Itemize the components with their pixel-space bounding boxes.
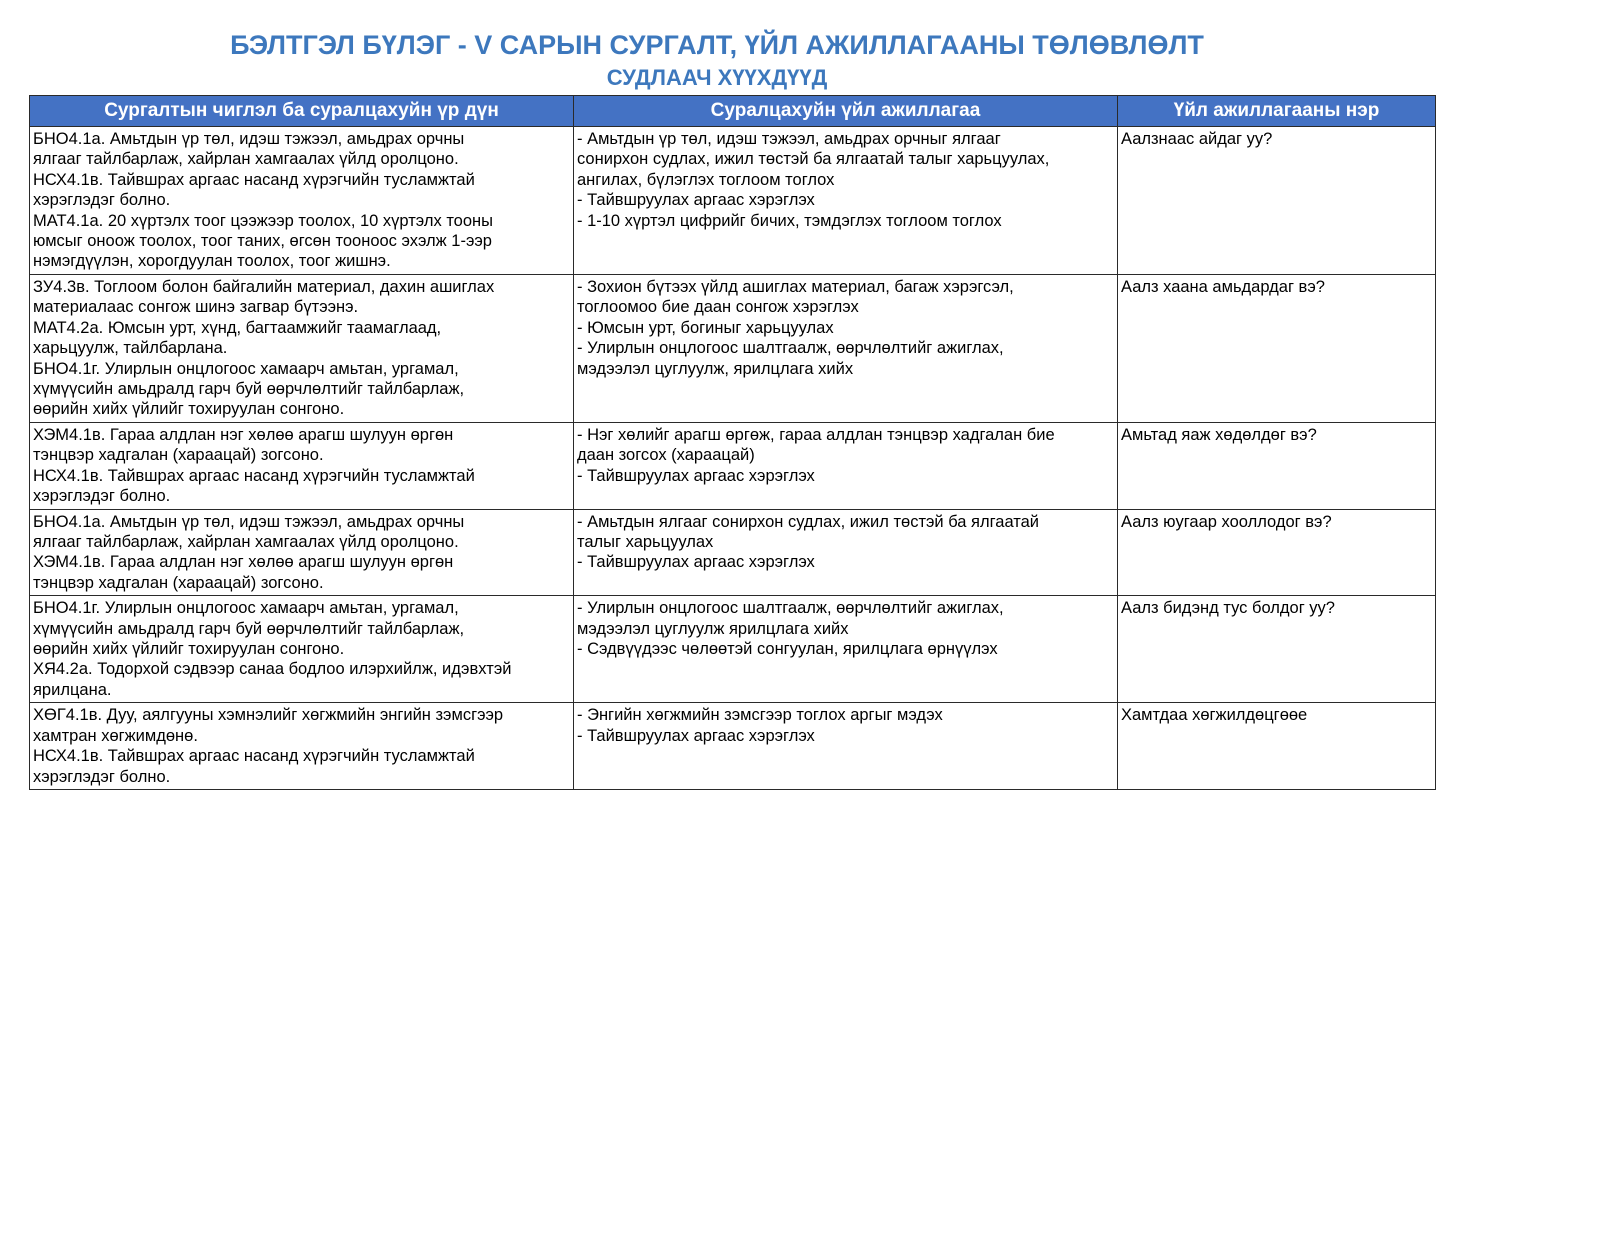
cell-text-line: сонирхон судлах, ижил төстэй ба ялгаатай талыг харьцуулах, [577,150,1050,169]
cell-text-line: хүмүүсийн амьдралд гарч буй өөрчлөлтийг тайлбарлаж, [33,619,465,638]
cell-text-line: Аалз хаана амьдардаг вэ? [1121,278,1325,296]
cell-text-line: НСХ4.1в. Тайвшрах аргаас насанд хүрэгчийн тусламжтай [33,170,475,189]
cell-text-line: материалаас сонгож шинэ загвар бүтээнэ. [33,298,359,317]
cell-text-line: НСХ4.1в. Тайвшрах аргаас насанд хүрэгчийн тусламжтай [33,466,475,485]
activity-name-cell [1118,596,1436,703]
table-row [30,703,1436,790]
outcomes-cell [30,423,574,510]
cell-text-line: хэрэглэдэг болно. [33,487,171,506]
cell-text-line: ялгааг тайлбарлаж, хайрлан хамгаалах үйлд оролцоно. [33,150,459,169]
activity-name-cell [1118,127,1436,275]
cell-text-line: ХЭМ4.1в. Гараа алдлан нэг хөлөө арагш шулуун өргөн [33,553,454,572]
cell-text-line: ХЯ4.2а. Тодорхой сэдвээр санаа бодлоо илэрхийлж, идэвхтэй [33,660,512,679]
page-subtitle: СУДЛААЧ ХҮҮХДҮҮД [606,65,828,90]
table-row [30,423,1436,510]
table-row [30,127,1436,275]
cell-text-line: - Юмсын урт, богиныг харьцуулах [577,318,834,337]
cell-text-line: БНО4.1а. Амьтдын үр төл, идэш тэжээл, амьдрах орчны [33,512,465,531]
cell-text-line: Хамтдаа хөгжилдөцгөөе [1121,706,1308,725]
cell-text-line: БНО4.1а. Амьтдын үр төл, идэш тэжээл, амьдрах орчны [33,130,465,148]
cell-text-line: - Тайвшруулах аргаас хэрэглэх [577,466,815,485]
cell-text-line: хэрэглэдэг болно. [33,767,171,786]
cell-text-line: - Улирлын онцлогоос шалтгаалж, өөрчлөлтийг ажиглах, [577,339,1004,358]
activity-name-cell [1118,509,1436,596]
cell-text-line: ЗУ4.3в. Тоглоом болон байгалийн материал, дахин ашиглах [33,278,495,296]
cell-text-line: мэдээлэл цуглуулж, ярилцлага хийх [577,359,854,378]
cell-text-line: - 1-10 хүртэл цифрийг бичих, тэмдэглэх тоглоом тоглох [577,211,1002,230]
outcomes-cell [30,127,574,275]
cell-text-line: ХӨГ4.1в. Дуу, аялгууны хэмнэлийг хөгжмийн энгийн зэмсгээр [33,706,504,725]
cell-text-line: БНО4.1г. Улирлын онцлогоос хамаарч амьтан, ургамал, [33,599,459,618]
cell-text-line: нэмэгдүүлэн, хорогдуулан тоолох, тоог жишнэ. [33,252,391,271]
cell-text-line: тоглоомоо бие даан сонгож хэрэглэх [577,298,859,317]
cell-text-line: тэнцвэр хадгалан (хараацай) зогсоно. [33,446,324,465]
cell-text-line: НСХ4.1в. Тайвшрах аргаас насанд хүрэгчийн тусламжтай [33,747,475,766]
cell-text-line: БНО4.1г. Улирлын онцлогоос хамаарч амьтан, ургамал, [33,359,459,378]
cell-text-line: хүмүүсийн амьдралд гарч буй өөрчлөлтийг тайлбарлаж, [33,380,465,399]
cell-text-line: МАТ4.1а. 20 хүртэлх тоог цээжээр тоолох, 10 хүртэлх тооны [33,211,494,230]
cell-text-line: талыг харьцуулах [577,533,714,552]
cell-text-line: ангилах, бүлэглэх тоглоом тоглох [577,170,835,189]
outcomes-cell [30,703,574,790]
activity-name-cell [1118,703,1436,790]
cell-text-line: хэрэглэдэг болно. [33,191,171,210]
cell-text-line: Аалзнаас айдаг уу? [1121,130,1273,148]
cell-text-line: хамтран хөгжимдөнө. [33,726,198,745]
cell-text-line: юмсыг оноож тоолох, тоог таних, өгсөн тооноос эхэлж 1-ээр [33,232,492,251]
activities-cell [574,423,1118,510]
cell-text-line: - Нэг хөлийг арагш өргөж, гараа алдлан тэнцвэр хадгалан бие [577,426,1055,444]
activities-cell [574,703,1118,790]
cell-text-line: Аалз бидэнд тус болдог уу? [1121,599,1335,618]
activities-cell [574,127,1118,275]
activities-cell [574,509,1118,596]
outcomes-cell [30,509,574,596]
table-body [30,127,1436,790]
column-header-activities: Суралцахуйн үйл ажиллагаа [574,96,1118,127]
page-title: БЭЛТГЭЛ БҮЛЭГ - V САРЫН СУРГАЛТ, ҮЙЛ АЖИЛЛАГААНЫ ТӨЛӨВЛӨЛТ [230,30,1204,60]
cell-text-line: - Энгийн хөгжмийн зэмсгээр тоглох аргыг мэдэх [577,706,943,725]
cell-text-line: - Тайвшруулах аргаас хэрэглэх [577,191,815,210]
cell-text-line: өөрийн хийх үйлийг тохируулан сонгоно. [33,400,345,419]
activities-cell [574,596,1118,703]
cell-text-line: тэнцвэр хадгалан (хараацай) зогсоно. [33,573,324,592]
cell-text-line: - Тайвшруулах аргаас хэрэглэх [577,726,815,745]
cell-text-line: - Амьтдын үр төл, идэш тэжээл, амьдрах орчныг ялгааг [577,130,1001,148]
plan-table [29,95,1436,790]
cell-text-line: харьцуулж, тайлбарлана. [33,339,228,358]
outcomes-cell [30,275,574,423]
table-row [30,596,1436,703]
cell-text-line: ХЭМ4.1в. Гараа алдлан нэг хөлөө арагш шулуун өргөн [33,426,454,444]
column-header-outcomes: Сургалтын чиглэл ба суралцахуйн үр дүн [30,96,574,127]
table-row [30,275,1436,423]
table-header-row [30,96,1436,127]
cell-text-line: - Улирлын онцлогоос шалтгаалж, өөрчлөлтийг ажиглах, [577,599,1004,618]
cell-text-line: - Зохион бүтээх үйлд ашиглах материал, багаж хэрэгсэл, [577,278,1014,296]
cell-text-line: - Сэдвүүдээс чөлөөтэй сонгуулан, ярилцлага өрнүүлэх [577,640,998,659]
cell-text-line: МАТ4.2а. Юмсын урт, хүнд, багтаамжийг таамаглаад, [33,318,442,337]
cell-text-line: мэдээлэл цуглуулж ярилцлага хийх [577,619,849,638]
activity-name-cell [1118,423,1436,510]
outcomes-cell [30,596,574,703]
cell-text-line: ялгааг тайлбарлаж, хайрлан хамгаалах үйлд оролцоно. [33,533,459,552]
cell-text-line: Аалз юугаар хооллодог вэ? [1121,512,1332,531]
activities-cell [574,275,1118,423]
table-row [30,509,1436,596]
cell-text-line: Амьтад яаж хөдөлдөг вэ? [1121,426,1317,444]
cell-text-line: - Амьтдын ялгааг сонирхон судлах, ижил төстэй ба ялгаатай [577,512,1040,531]
cell-text-line: даан зогсох (хараацай) [577,446,755,465]
column-header-activity-name: Үйл ажиллагааны нэр [1118,96,1436,127]
cell-text-line: өөрийн хийх үйлийг тохируулан сонгоно. [33,640,345,659]
activity-name-cell [1118,275,1436,423]
cell-text-line: ярилцана. [33,680,112,699]
cell-text-line: - Тайвшруулах аргаас хэрэглэх [577,553,815,572]
